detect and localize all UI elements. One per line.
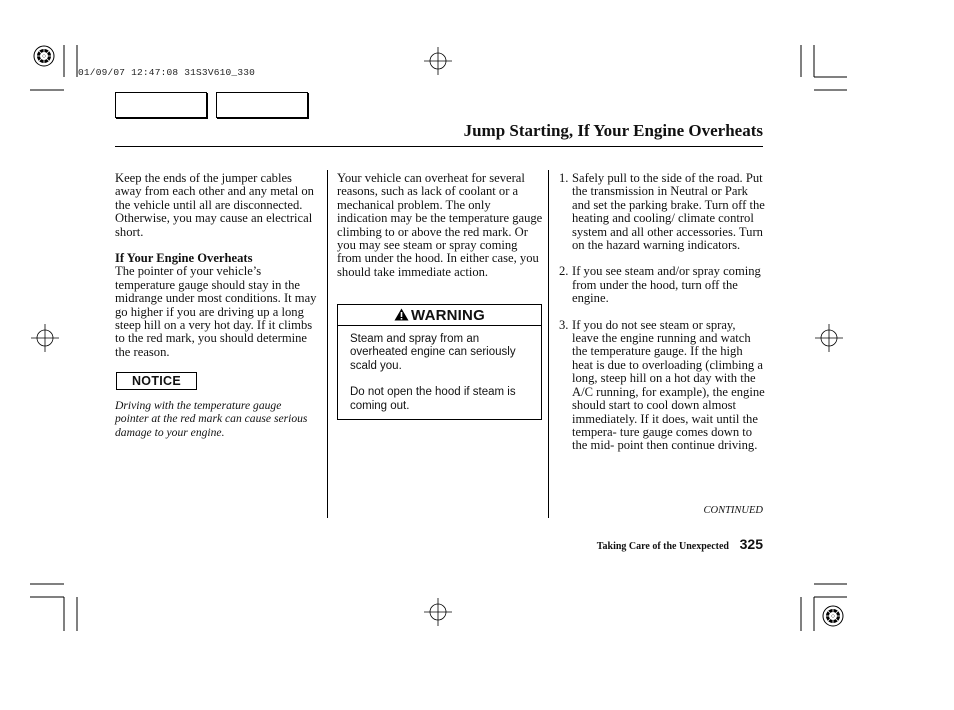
overheat-intro-paragraph: Your vehicle can overheat for several reasons, such as lack of coolant or a mechanical problem. The only indication may be the temperature gauge climbing to or above the red mark. Or you may see steam or spray coming from under the hood. In either case, you should take immediate action. bbox=[337, 171, 543, 279]
warning-box bbox=[337, 304, 542, 420]
overheat-steps-list bbox=[559, 172, 765, 453]
registration-target-icon bbox=[823, 606, 843, 626]
title-rule bbox=[115, 146, 763, 147]
jumper-cable-paragraph: Keep the ends of the jumper cables away from each other and any metal on the vehicle until all are disconnected. Otherwise, you may cause an electrical short. bbox=[115, 171, 314, 239]
list-item: 2. If you see steam and/or spray coming from under the hood, turn off the engine. bbox=[559, 264, 761, 306]
middle-column bbox=[337, 172, 543, 279]
continued-label: CONTINUED bbox=[703, 505, 763, 516]
column-divider bbox=[327, 170, 328, 518]
column-divider bbox=[548, 170, 549, 518]
overheat-subheading: If Your Engine Overheats bbox=[115, 251, 253, 266]
notice-text: Driving with the temperature gauge pointer at the red mark can cause serious damage to your engine. bbox=[115, 399, 308, 439]
page-number: 325 bbox=[739, 536, 763, 552]
print-timestamp: 01/09/07 12:47:08 31S3V610_330 bbox=[78, 67, 256, 78]
registration-target-icon bbox=[34, 46, 54, 66]
crosshair-icon bbox=[31, 324, 59, 352]
crosshair-icon bbox=[424, 598, 452, 626]
warning-triangle-icon bbox=[394, 308, 409, 321]
left-column bbox=[115, 172, 321, 359]
warning-header bbox=[338, 305, 541, 326]
footer-section-title: Taking Care of the Unexpected bbox=[596, 541, 729, 552]
section-tab bbox=[216, 92, 308, 118]
temperature-gauge-paragraph: The pointer of your vehicle’s temperature gauge should stay in the midrange under most conditions. It may go higher if you are driving up a long steep hill on a very hot day. If it climbs to the red mark, you should determine the reason. bbox=[115, 264, 317, 359]
crosshair-icon bbox=[815, 324, 843, 352]
right-column bbox=[559, 172, 765, 453]
crosshair-icon bbox=[424, 47, 452, 75]
list-item: 1. Safely pull to the side of the road. Put the transmission in Neutral or Park and set the parking brake. Turn off the heating and cooling/ climate control system and all other accessories. Turn on the hazard warning indicators. bbox=[559, 171, 765, 253]
notice-label: NOTICE bbox=[116, 372, 197, 390]
list-item: 3. If you do not see steam or spray, leave the engine running and watch the temperature gauge. If the high heat is due to overloading (climbing a long, steep hill on a hot day with the A/C running, for example), the engine should start to cool down almost immediately. If it does, wait until the tempera- ture gauge comes down to the mid- point then continue driving. bbox=[559, 317, 765, 453]
warning-line: Steam and spray from an overheated engine can seriously scald you. bbox=[350, 333, 516, 372]
warning-label: WARNING bbox=[411, 307, 485, 324]
warning-line: Do not open the hood if steam is coming out. bbox=[350, 386, 516, 412]
warning-body bbox=[350, 333, 533, 413]
section-tab bbox=[115, 92, 207, 118]
page-title: Jump Starting, If Your Engine Overheats bbox=[463, 121, 763, 140]
